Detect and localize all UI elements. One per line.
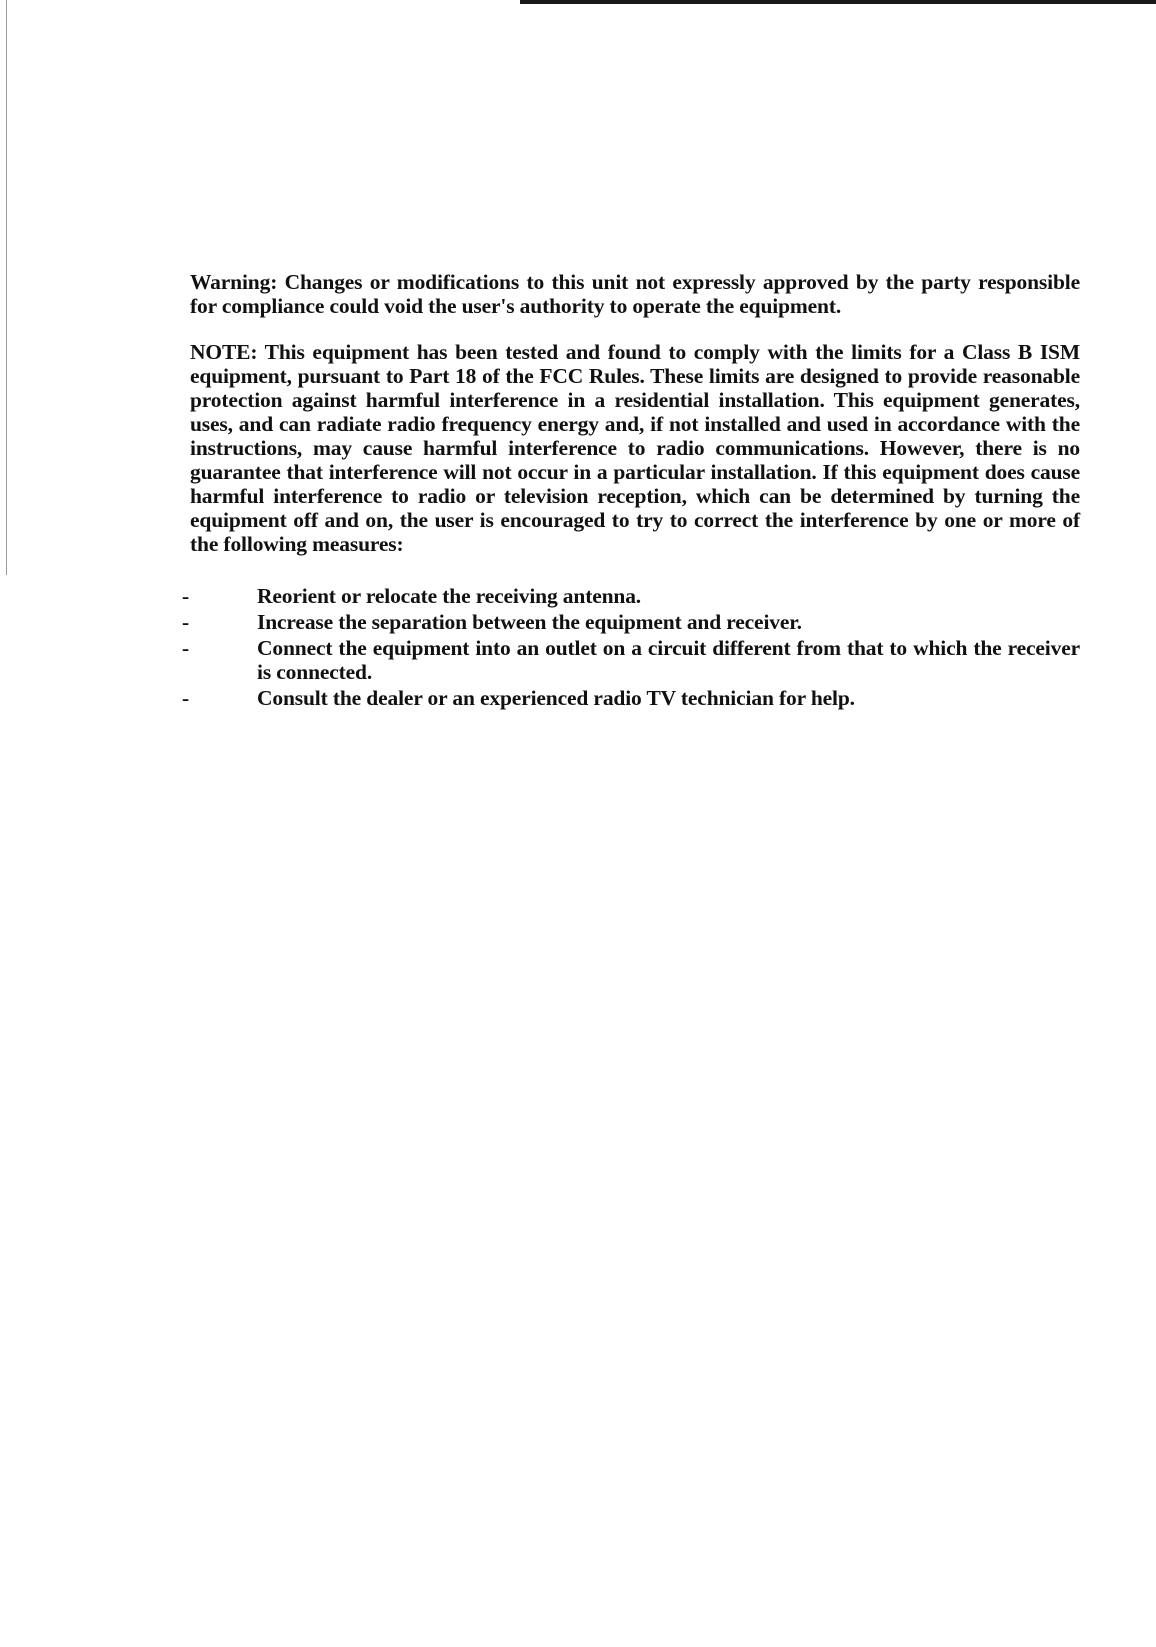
bullet-dash: - — [182, 610, 190, 634]
measure-text: Reorient or relocate the receiving antenna. — [257, 584, 642, 608]
scan-edge-left — [6, 0, 7, 575]
note-paragraph: NOTE: This equipment has been tested and found to comply with the limits for a Class B ISM equipment, pursuant to Part 18 of the FCC Rules. These limits are designed to provide reasonable protection against harmful interference in a residential installation. This equipment generates, uses, and can radiate radio frequency energy and, if not installed and used in accordance with the instructions, may cause harmful interference to radio communications. However, there is no guarantee that interference will not occur in a particular installation. If this equipment does cause harmful interference to radio or television reception, which can be determined by turning the equipment off and on, the user is encouraged to try to correct the interference by one or more of the following measures: — [190, 340, 1080, 556]
measure-text: Consult the dealer or an experienced radio TV technician for help. — [257, 686, 855, 710]
bullet-dash: - — [182, 686, 190, 710]
bullet-dash: - — [182, 584, 190, 608]
list-item — [182, 686, 1080, 710]
measure-text: Increase the separation between the equipment and receiver. — [257, 610, 802, 634]
list-item — [182, 636, 1080, 684]
list-item — [182, 584, 1080, 608]
scan-edge-top — [520, 0, 1156, 4]
measures-list — [182, 584, 1080, 710]
warning-paragraph: Warning: Changes or modifications to this unit not expressly approved by the party responsible for compliance could void the user's authority to operate the equipment. — [190, 270, 1080, 318]
bullet-dash: - — [182, 636, 190, 660]
measure-text: Connect the equipment into an outlet on a circuit different from that to which the receiver is connected. — [257, 636, 1080, 684]
fcc-notice — [182, 270, 1080, 712]
list-item — [182, 610, 1080, 634]
